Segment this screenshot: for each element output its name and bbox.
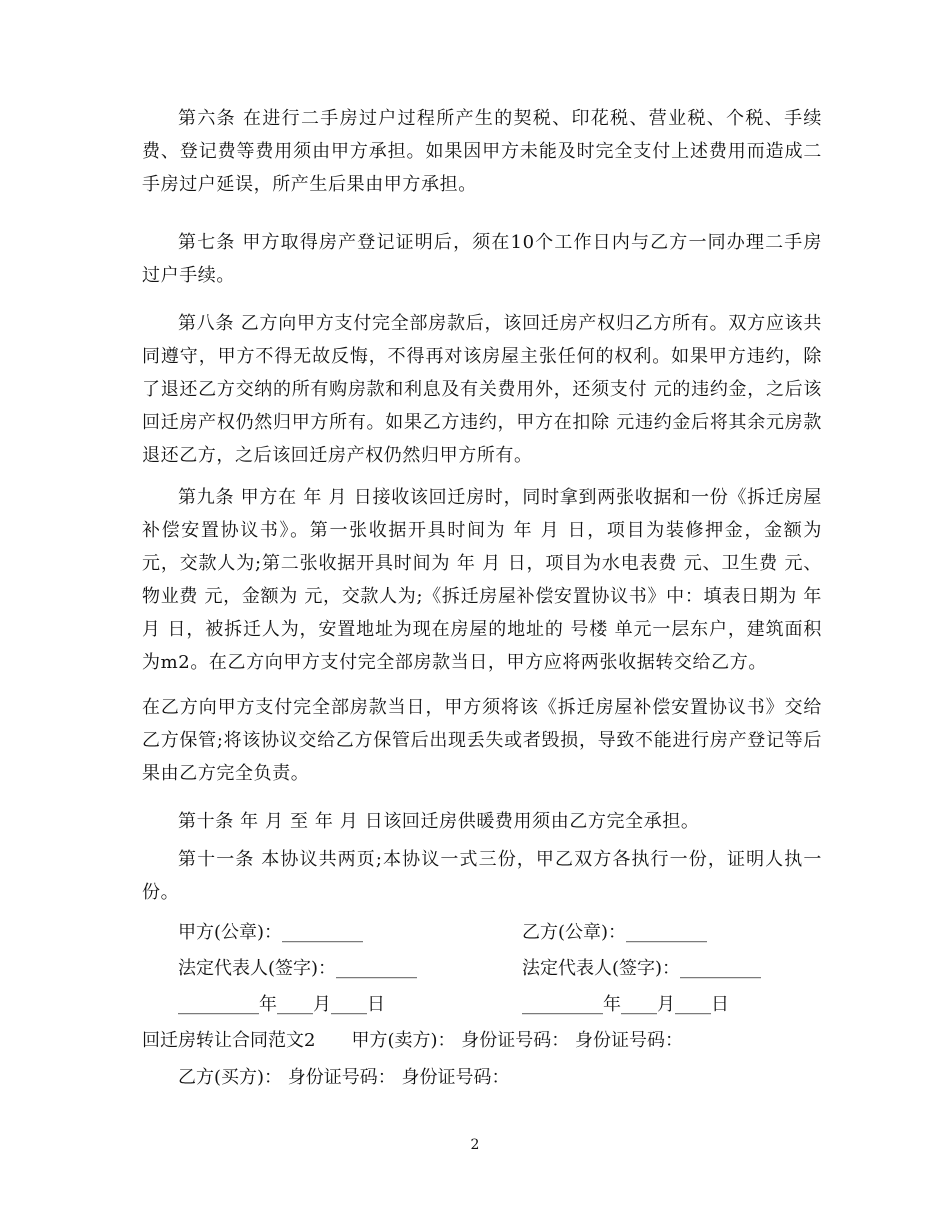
article-9: 第九条 甲方在 年 月 日接收该回迁房时，同时拿到两张收据和一份《拆迁房屋补偿安置协议书》。第一张收据开具时间为 年 月 日，项目为装修押金，金额为 元，交款人为;第二张收据开具时间为 年 月 日，项目为水电表费 元、卫生费 元、物业费 元，金额为 元，交款人为;《拆迁房屋补偿安置协议书》中：填表日期为 年 月 日，被拆迁人为，安置地址为现在房屋的地址的 号楼 单元一层东户，建筑面积为m2。在乙方向甲方支付完全部房款当日，甲方应将两张收据转交给乙方。	[142, 487, 822, 673]
party-b-representative-line: 法定代表人(签字)：_________	[522, 958, 762, 979]
page-number: 2	[470, 1137, 480, 1153]
article-6: 第六条 在进行二手房过户过程所产生的契税、印花税、营业税、个税、手续费、登记费等费用须由甲方承担。如果因甲方未能及时完全支付上述费用而造成二手房过户延误，所产生后果由甲方承担。	[142, 108, 822, 195]
party-b-seal-line: 乙方(公章)：_________	[522, 922, 708, 943]
party-a-seal-line: 甲方(公章)：_________	[178, 922, 364, 943]
party-a-date-line: _________年____月____日	[178, 994, 385, 1015]
article-9-continued: 在乙方向甲方支付完全部房款当日，甲方须将该《拆迁房屋补偿安置协议书》交给乙方保管;将该协议交给乙方保管后出现丢失或者毁损，导致不能进行房产登记等后果由乙方完全负责。	[142, 697, 822, 784]
article-7: 第七条 甲方取得房产登记证明后，须在10个工作日内与乙方一同办理二手房过户手续。	[142, 232, 822, 286]
party-b-date-line: _________年____月____日	[522, 994, 729, 1015]
next-contract-heading: 回迁房转让合同范文2 甲方(卖方)： 身份证号码： 身份证号码：	[142, 1030, 683, 1051]
party-a-representative-line: 法定代表人(签字)：_________	[178, 958, 418, 979]
article-11: 第十一条 本协议共两页;本协议一式三份，甲乙双方各执行一份，证明人执一份。	[142, 849, 822, 903]
article-8: 第八条 乙方向甲方支付完全部房款后，该回迁房产权归乙方所有。双方应该共同遵守，甲方不得无故反悔，不得再对该房屋主张任何的权利。如果甲方违约，除了退还乙方交纳的所有购房款和利息及有关费用外，还须支付 元的违约金，之后该回迁房产权仍然归甲方所有。如果乙方违约，甲方在扣除 元违约金后将其余元房款退还乙方，之后该回迁房产权仍然归甲方所有。	[142, 313, 822, 466]
article-10: 第十条 年 月 至 年 月 日该回迁房供暖费用须由乙方完全承担。	[178, 811, 700, 832]
next-contract-party-b: 乙方(买方)： 身份证号码： 身份证号码：	[178, 1067, 510, 1088]
